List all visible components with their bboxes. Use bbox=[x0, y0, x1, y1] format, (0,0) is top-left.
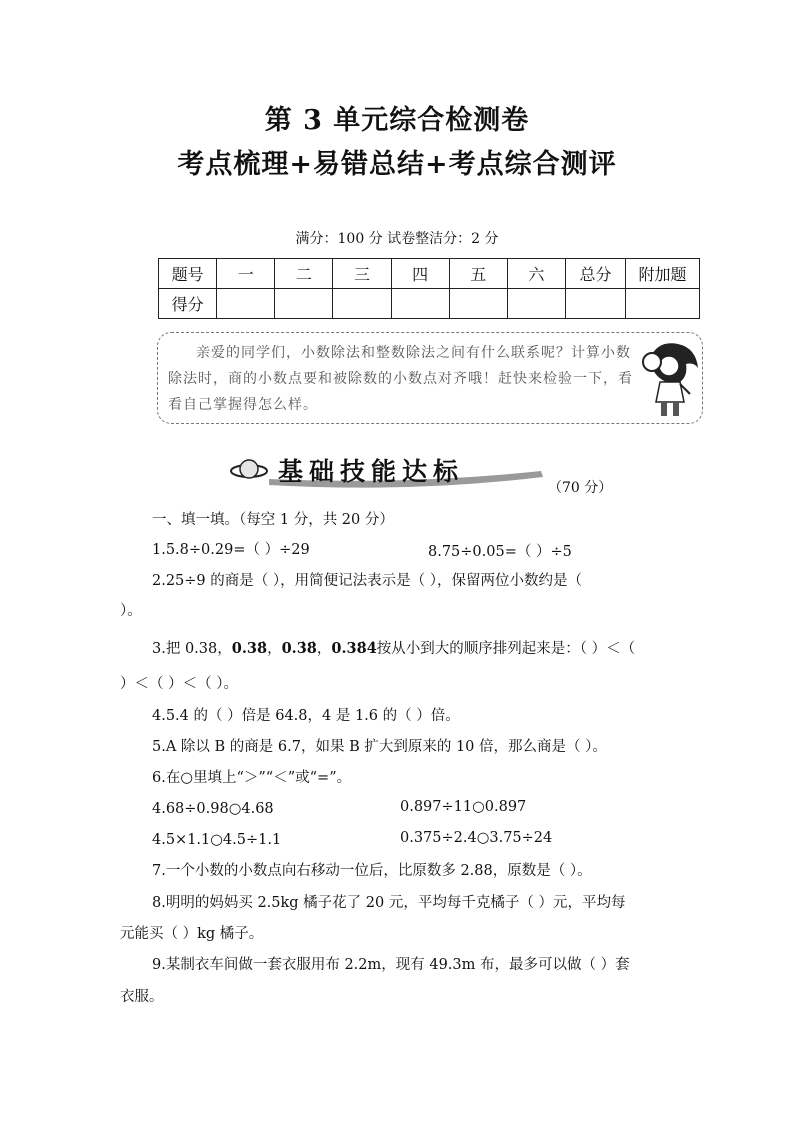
question-3b: ）＜（ ）＜（ ）。 bbox=[120, 676, 238, 692]
question-4: 4.5.4 的（ ）倍是 64.8，4 是 1.6 的（ ）倍。 bbox=[152, 708, 460, 724]
question-1b: 8.75÷0.05=（ ）÷5 bbox=[428, 544, 572, 560]
question-9a: 9.某制衣车间做一套衣服用布 2.2m，现有 49.3m 布，最多可以做（ ）套 bbox=[152, 957, 630, 973]
score-info: 满分：100 分 试卷整洁分：2 分 bbox=[295, 231, 499, 247]
score-cell: 得分 bbox=[159, 289, 217, 319]
question-6c: 4.5×1.1○4.5÷1.1 bbox=[152, 832, 282, 848]
page-subtitle: 考点梳理+易错总结+考点综合测评 bbox=[177, 149, 617, 180]
score-cell: 四 bbox=[391, 259, 449, 289]
question-6b: 0.897÷11○0.897 bbox=[400, 799, 527, 815]
part1-heading: 一、填一填。（每空 1 分，共 20 分） bbox=[152, 512, 394, 528]
detective-girl-icon bbox=[636, 336, 704, 420]
score-cell: 题号 bbox=[159, 259, 217, 289]
question-6a: 4.68÷0.98○4.68 bbox=[152, 801, 274, 817]
score-input-cell[interactable] bbox=[507, 289, 565, 319]
question-3a: 3.把 0.38，0.38̇，0.3̇8̇，0.38̇4̇按从小到大的顺序排列起来是：（ ）＜（ bbox=[152, 640, 636, 657]
score-cell: 六 bbox=[507, 259, 565, 289]
question-3-suffix: 按从小到大的顺序排列起来是：（ ）＜（ bbox=[376, 641, 636, 657]
page-title: 第 3 单元综合检测卷 bbox=[264, 105, 530, 136]
question-5: 5.A 除以 B 的商是 6.7，如果 B 扩大到原来的 10 倍，那么商是（ ）。 bbox=[152, 739, 607, 755]
intro-text: 亲爱的同学们，小数除法和整数除法之间有什么联系呢？计算小数除法时，商的小数点要和被除数的小数点对齐哦！赶快来检验一下，看看自己掌握得怎么样。 bbox=[168, 345, 633, 413]
question-6: 6.在○里填上“＞”“＜”或“=”。 bbox=[152, 770, 352, 786]
number-0-38-repeating: 0.38̇ bbox=[231, 640, 268, 657]
score-input-cell[interactable] bbox=[391, 289, 449, 319]
number-0-38-repeating-both: 0.3̇8̇ bbox=[281, 640, 317, 657]
score-cell: 五 bbox=[449, 259, 507, 289]
question-9b: 衣服。 bbox=[120, 989, 164, 1005]
number-0-384-repeating: 0.38̇4̇ bbox=[331, 640, 377, 657]
score-input-cell[interactable] bbox=[333, 289, 391, 319]
score-table-score-row bbox=[159, 289, 700, 319]
score-input-cell[interactable] bbox=[217, 289, 275, 319]
question-3-prefix: 3.把 0.38， bbox=[152, 641, 232, 657]
question-2a: 2.25÷9 的商是（ ），用简便记法表示是（ ），保留两位小数约是（ bbox=[152, 573, 582, 589]
question-2b: ）。 bbox=[120, 603, 142, 619]
score-table-header-row bbox=[159, 259, 700, 289]
score-cell: 附加题 bbox=[626, 259, 700, 289]
question-8a: 8.明明的妈妈买 2.5kg 橘子花了 20 元，平均每千克橘子（ ）元，平均每 bbox=[152, 895, 626, 911]
score-input-cell[interactable] bbox=[565, 289, 625, 319]
score-input-cell[interactable] bbox=[626, 289, 700, 319]
question-6d: 0.375÷2.4○3.75÷24 bbox=[400, 830, 553, 846]
score-cell: 总分 bbox=[565, 259, 625, 289]
score-input-cell[interactable] bbox=[449, 289, 507, 319]
score-cell: 三 bbox=[333, 259, 391, 289]
score-input-cell[interactable] bbox=[275, 289, 333, 319]
score-table bbox=[158, 258, 700, 319]
question-8b: 元能买（ ）kg 橘子。 bbox=[120, 926, 264, 942]
question-7: 7.一个小数的小数点向右移动一位后，比原数多 2.88，原数是（ ）。 bbox=[152, 863, 592, 879]
question-1a: 1.5.8÷0.29=（ ）÷29 bbox=[152, 542, 310, 558]
section-title: 基础技能达标 bbox=[278, 457, 465, 486]
score-cell: 一 bbox=[217, 259, 275, 289]
section-score: （70 分） bbox=[548, 480, 613, 496]
score-cell: 二 bbox=[275, 259, 333, 289]
